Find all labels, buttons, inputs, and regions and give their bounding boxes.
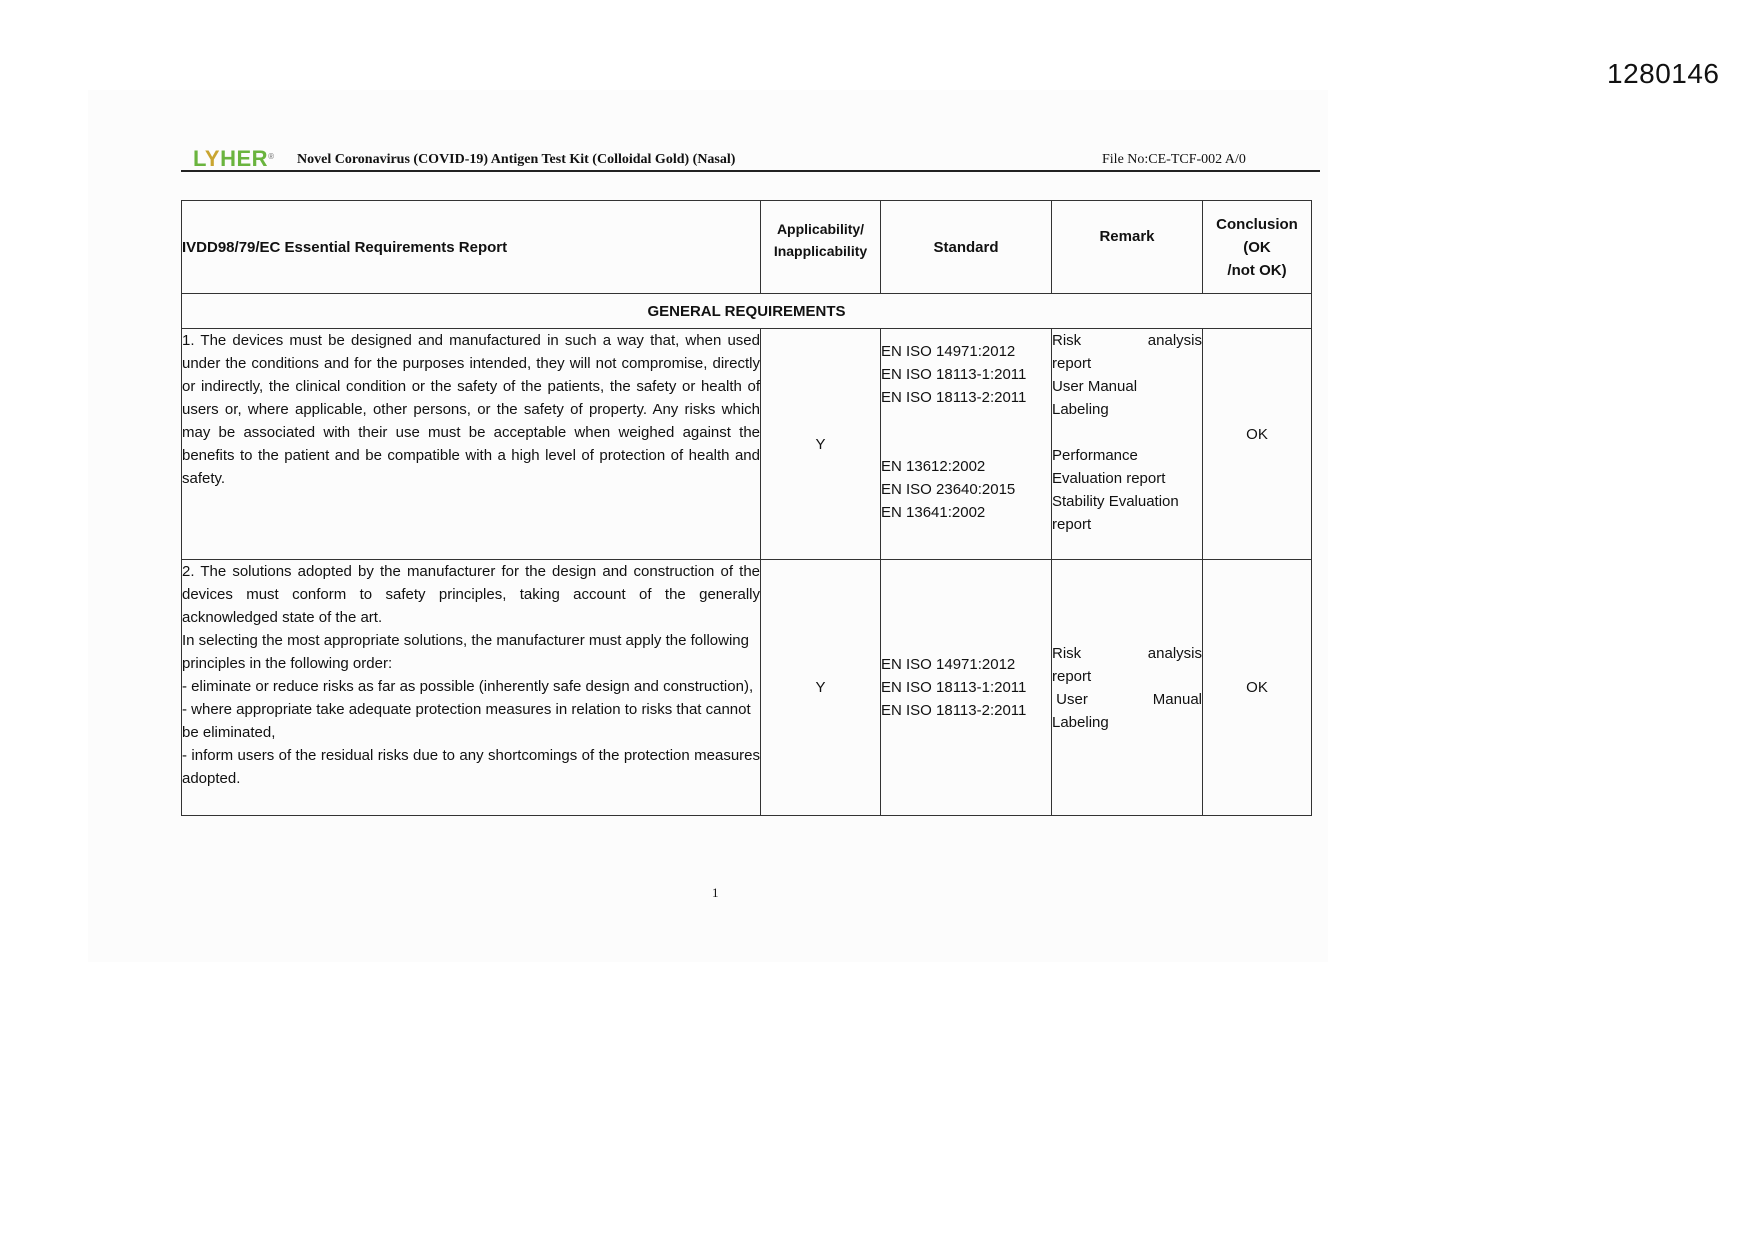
column-header-requirement: IVDD98/79/EC Essential Requirements Report [182,201,761,294]
page-number: 1 [712,885,719,900]
table-row [182,560,1312,816]
column-header-conclusion: Conclusion (OK /not OK) [1203,201,1312,294]
remarks-cell: Risk analysis report User Manual Labeling Performance Evaluation report Stability Evaluation report [1052,329,1203,560]
lyher-logo: LYHER® [193,146,275,171]
column-header-applicability: Applicability/ Inapplicability [761,201,881,294]
applicability-value: Y [761,329,881,560]
requirement-text: 2. The solutions adopted by the manufacturer for the design and construction of the devices must conform to safety principles, taking account of the generally acknowledged state of the art. In selecting the most appropriate solutions, the manufacturer must apply the following principles in the following order: - eliminate or reduce risks as far as possible (inherently safe design and construction), - where appropriate take adequate protection measures in relation to risks that cannot be eliminated, - inform users of the residual risks due to any shortcomings of the protection measures adopted. [182,560,761,816]
document-title: Novel Coronavirus (COVID-19) Antigen Test Kit (Colloidal Gold) (Nasal) [297,152,736,167]
standards-cell: EN ISO 14971:2012 EN ISO 18113-1:2011 EN ISO 18113-2:2011 [881,560,1052,816]
section-title: GENERAL REQUIREMENTS [182,294,1312,329]
column-header-standard: Standard [881,201,1052,294]
essential-requirements-table [181,200,1312,816]
table-row [182,329,1312,560]
file-number: File No:CE-TCF-002 A/0 [1102,152,1246,167]
page-header [181,148,1320,172]
requirement-text: 1. The devices must be designed and manufactured in such a way that, when used under the conditions and for the purposes intended, they will not compromise, directly or indirectly, the clinical condition or the safety of the patients, the safety or health of users or, where applicable, other persons, or the safety of property. Any risks which may be associated with their use must be acceptable when weighed against the benefits to the patient and be compatible with a high level of protection of health and safety. [182,329,761,560]
conclusion-value: OK [1203,329,1312,560]
standards-cell: EN ISO 14971:2012 EN ISO 18113-1:2011 EN ISO 18113-2:2011 EN 13612:2002 EN ISO 23640:2015 EN 13641:2002 [881,329,1052,560]
applicability-value: Y [761,560,881,816]
conclusion-value: OK [1203,560,1312,816]
section-row [182,294,1312,329]
table-header-row [182,201,1312,294]
column-header-remark: Remark [1052,201,1203,294]
remarks-cell: Risk analysis report User Manual Labeling [1052,560,1203,816]
document-id: 1280146 [1607,58,1720,89]
